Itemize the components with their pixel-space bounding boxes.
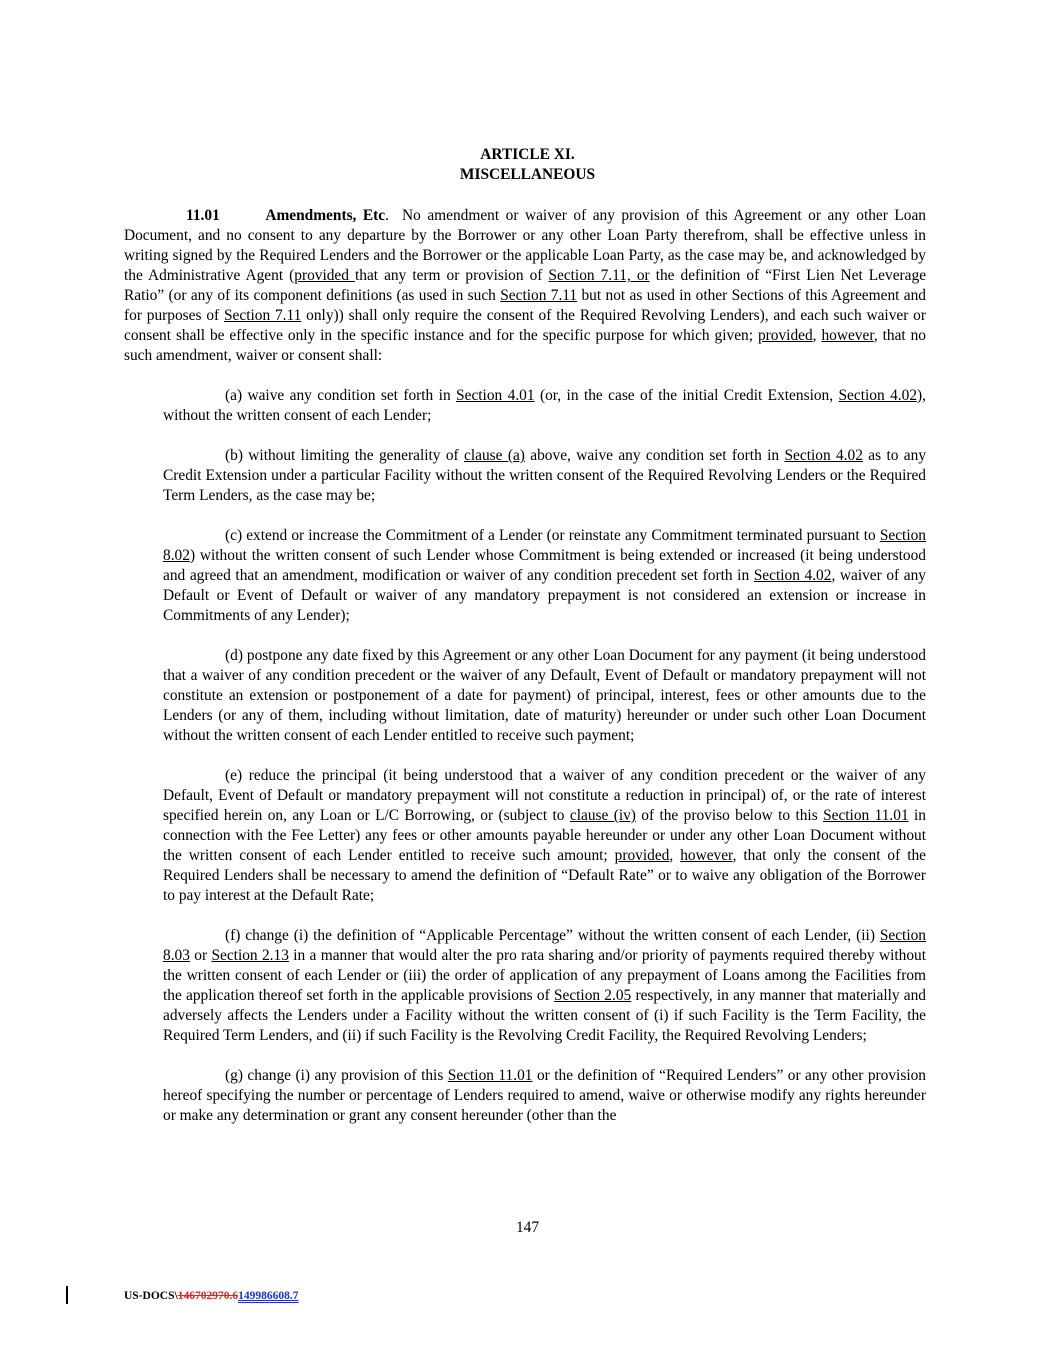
- article-number: ARTICLE XI.: [480, 146, 575, 163]
- clause-e-ref-3: provided: [614, 847, 670, 864]
- footer-inserted-id: 149986608.7: [238, 1290, 299, 1302]
- clause-b-text-3: as to any Credit Extension under a particular Facility without the written consent of the Required Revolving Lenders or the Required Term Lenders, as the case may be;: [163, 447, 927, 504]
- clause-g-ref-1: Section 11.01: [447, 1067, 533, 1084]
- section-title-suffix: .: [385, 207, 389, 224]
- clause-d: [163, 646, 926, 746]
- clause-g-text-2: or the definition of “Required Lenders” or any other provision hereof specifying the number or percentage of Lenders required to amend, waive or otherwise modify any rights hereunder or make any determination or grant any consent hereunder (other than the: [163, 1067, 926, 1124]
- footer-prefix: US-DOCS\: [124, 1290, 178, 1302]
- clause-a-text-3: ), without the written consent of each Lender;: [163, 387, 926, 424]
- clause-c: [163, 526, 926, 626]
- clause-b-ref-1: clause (a): [464, 447, 525, 464]
- clause-e-text-5: , that only the consent of the Required Lenders shall be necessary to amend the definition of “Default Rate” or to waive any obligation of the Borrower to pay interest at the Default Rate;: [163, 847, 926, 904]
- clause-c-text-3: , waiver of any Default or Event of Default or waiver of any mandatory prepayment is not considered an extension or increase in Commitments of any Lender);: [163, 567, 926, 624]
- clause-f-ref-3: Section 2.05: [553, 987, 632, 1004]
- clause-b-text-1: (b) without limiting the generality of: [225, 447, 465, 464]
- document-body: [124, 206, 926, 1146]
- clause-c-ref-2: Section 4.02: [753, 567, 832, 584]
- article-heading: [0, 145, 1055, 185]
- clause-g: [163, 1066, 926, 1126]
- clause-c-ref-1: Section 8.02: [163, 527, 926, 564]
- clause-a-ref-1: Section 4.01: [456, 387, 535, 404]
- clause-a-text-1: (a) waive any condition set forth in: [225, 387, 457, 404]
- intro-text-2: that any term or provision of: [354, 267, 549, 284]
- clause-a: [163, 386, 926, 426]
- intro-text-7: , that no such amendment, waiver or consent shall:: [124, 327, 927, 364]
- clause-e-text-2: of the proviso below to this: [635, 807, 824, 824]
- section-title: Amendments, Etc: [265, 207, 386, 224]
- intro-ref-section-7-11-a: Section 7.11: [500, 287, 578, 304]
- clause-c-text-1: (c) extend or increase the Commitment of a Lender (or reinstate any Commitment terminated pursuant to: [225, 527, 880, 544]
- clause-a-text-2: (or, in the case of the initial Credit Extension,: [534, 387, 839, 404]
- intro-ref-section-7-11-or: Section 7.11, or: [548, 267, 650, 284]
- clause-f-ref-1: Section 8.03: [163, 927, 926, 964]
- intro-ref-section-7-11-b: Section 7.11: [223, 307, 302, 324]
- intro-text-3: the definition of “First Lien Net Leverage Ratio” (or any of its component definitions (as used in such: [124, 267, 927, 304]
- document-id-footer: [124, 1288, 298, 1304]
- footer-deleted-id: 146702970.6: [177, 1290, 239, 1302]
- clause-f-text-1: (f) change (i) the definition of “Applicable Percentage” without the written consent of each Lender, (ii): [225, 927, 880, 944]
- clause-f-text-2: or: [189, 947, 212, 964]
- clause-b: [163, 446, 926, 506]
- clause-c-text-2: ) without the written consent of such Lender whose Commitment is being extended or increased (it being understood and agreed that an amendment, modification or waiver of any condition precedent set forth in: [163, 547, 926, 584]
- clause-e-ref-2: Section 11.01: [823, 807, 909, 824]
- clause-g-text-1: (g) change (i) any provision of this: [225, 1067, 448, 1084]
- intro-text-5: only)) shall only require the consent of the Required Revolving Lenders), and each such waiver or consent shall be effective only in the specific instance and for the specific purpose for which given;: [124, 307, 926, 344]
- revision-change-bar: [66, 1286, 68, 1304]
- clause-b-text-2: above, waive any condition set forth in: [524, 447, 785, 464]
- clause-e-text-1: (e) reduce the principal (it being understood that a waiver of any condition precedent or the waiver of any Default, Event of Default or mandatory prepayment will not constitute a reduction in principal) of, or the rate of interest specified herein on, any Loan or L/C Borrowing, or (subject to: [163, 767, 926, 824]
- clause-e-text-3: in connection with the Fee Letter) any fees or other amounts payable hereunder or under any other Loan Document without the written consent of each Lender entitled to receive such amount;: [163, 807, 926, 864]
- clause-f-text-4: respectively, in any manner that materially and adversely affects the Lenders under a Facility without the written consent of (i) if such Facility is the Term Facility, the Required Term Lenders, and (ii) if such Facility is the Revolving Credit Facility, the Required Revolving Lenders;: [163, 987, 927, 1044]
- intro-ref-provided-2: provided: [757, 327, 813, 344]
- clause-a-ref-2: Section 4.02: [838, 387, 918, 404]
- clause-f: [163, 926, 926, 1046]
- article-title: MISCELLANEOUS: [459, 166, 596, 183]
- clause-f-ref-2: Section 2.13: [211, 947, 289, 964]
- clause-e-ref-1: clause (iv): [569, 807, 636, 824]
- clause-b-ref-2: Section 4.02: [784, 447, 863, 464]
- intro-ref-provided: provided: [294, 267, 355, 284]
- section-11-01-paragraph: [124, 206, 926, 366]
- clause-f-text-3: in a manner that would alter the pro rata sharing and/or priority of payments required thereby without the written consent of each Lender or (iii) the order of application of any prepayment of Loans among the Facilities from the application thereof set forth in the applicable provisions of: [163, 947, 926, 1004]
- intro-text-6: ,: [812, 327, 822, 344]
- intro-text-4: but not as used in other Sections of this Agreement and for purposes of: [124, 287, 926, 324]
- clause-d-text-1: (d) postpone any date fixed by this Agreement or any other Loan Document for any payment (it being understood that a waiver of any condition precedent or the waiver of any Default, Event of Default or mandatory prepayment will not constitute an extension or postponement of a date for payment) of principal, interest, fees or other amounts due to the Lenders (or any of them, including without limitation, date of maturity) hereunder or under such other Loan Document without the written consent of each Lender entitled to receive such payment;: [163, 647, 926, 744]
- clause-e-text-4: ,: [669, 847, 681, 864]
- page-number: 147: [515, 1219, 540, 1236]
- intro-text-1: No amendment or waiver of any provision of this Agreement or any other Loan Document, and no consent to any departure by the Borrower or any other Loan Party therefrom, shall be effective unless in writing signed by the Required Lenders and the Borrower or the applicable Loan Party, as the case may be, and acknowledged by the Administrative Agent (: [124, 207, 926, 284]
- intro-ref-however: however: [821, 327, 874, 344]
- clause-e: [163, 766, 926, 906]
- clause-e-ref-4: however: [680, 847, 733, 864]
- section-number: 11.01: [186, 207, 220, 224]
